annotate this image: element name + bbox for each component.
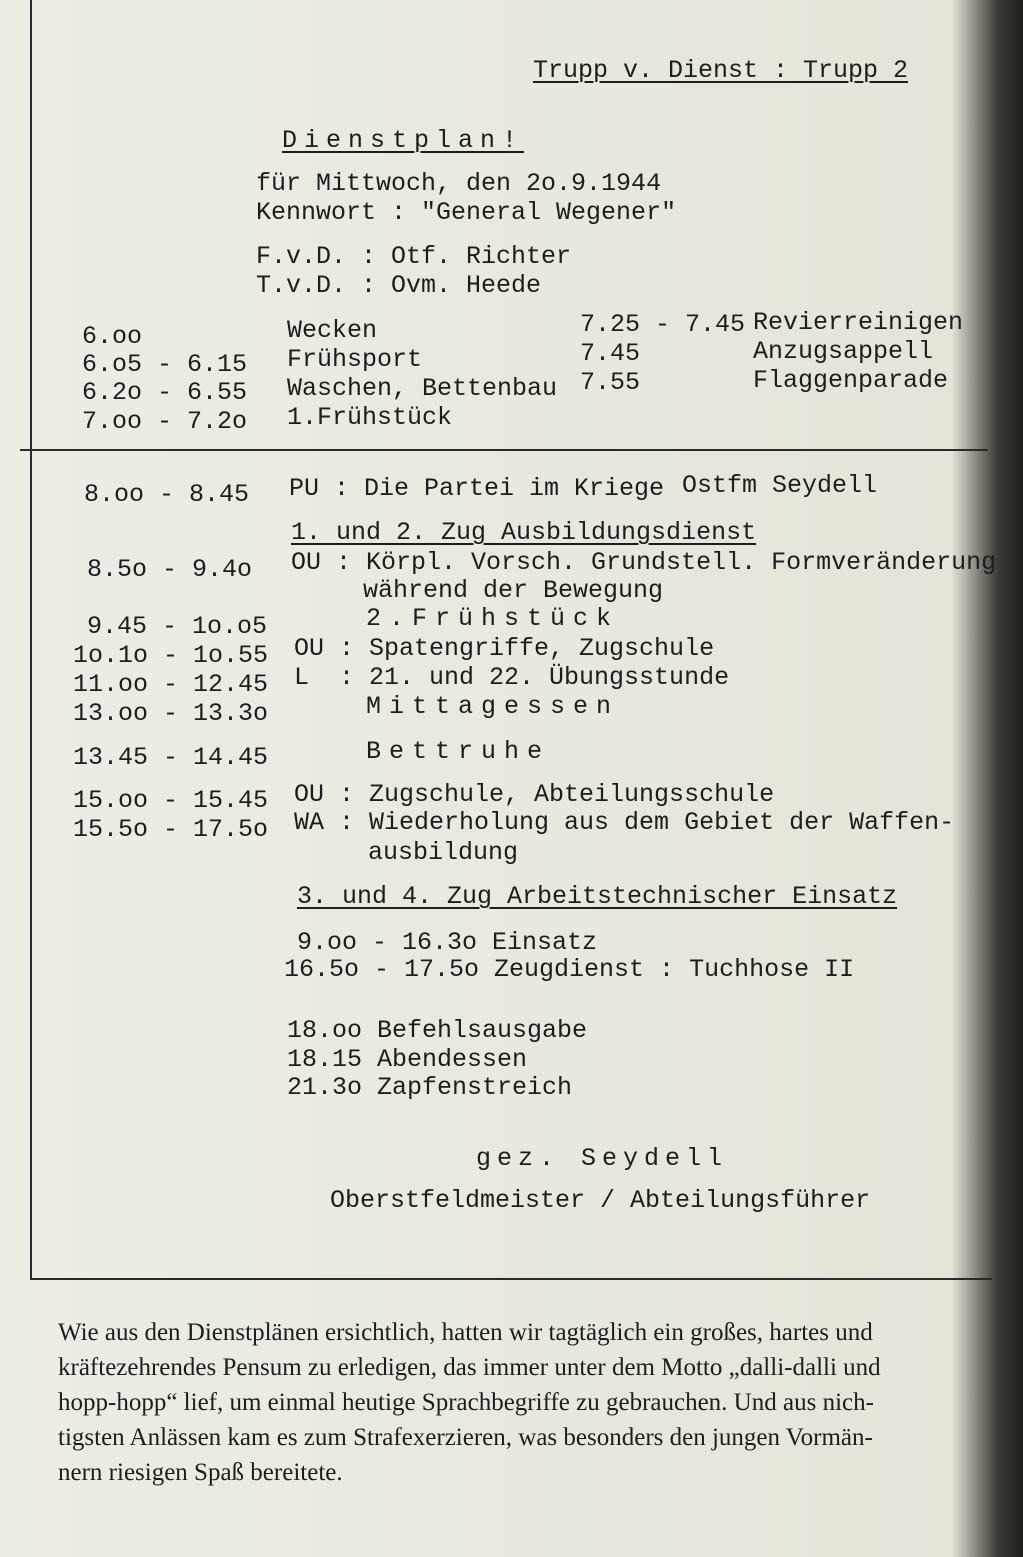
ou1-time: 8.5o - 9.4o — [87, 555, 253, 584]
group-1-heading: 1. und 2. Zug Ausbildungsdienst — [291, 518, 757, 547]
ou1-continued: während der Bewegung — [363, 576, 664, 605]
morning-activity-4: 1.Frühstück — [287, 403, 453, 432]
morning-right-time-1: 7.25 - 7.45 — [580, 310, 746, 339]
second-breakfast: 2.Frühstück — [366, 604, 620, 633]
wa-continued: ausbildung — [368, 838, 519, 867]
lunch-time: 13.oo - 13.3o — [73, 699, 269, 728]
ou1-activity: OU : Körpl. Vorsch. Grundstell. Formveränderung — [291, 548, 997, 577]
morning-right-activity-2: Anzugsappell — [753, 337, 934, 366]
ou3-time: 15.oo - 15.45 — [73, 786, 269, 815]
morning-activity-3: Waschen, Bettenbau — [287, 374, 558, 403]
wa-time: 15.5o - 17.5o — [73, 815, 269, 844]
morning-time-3: 6.2o - 6.55 — [82, 378, 248, 407]
morning-activity-1: Wecken — [287, 316, 378, 345]
l-time: 11.oo - 12.45 — [73, 670, 269, 699]
lunch: Mittagessen — [366, 692, 620, 721]
morning-right-time-3: 7.55 — [580, 368, 641, 397]
abendessen-line: 18.15 Abendessen — [287, 1045, 528, 1074]
ou2-activity: OU : Spatengriffe, Zugschule — [294, 634, 715, 663]
rest-time: 13.45 - 14.45 — [73, 743, 269, 772]
ou3-activity: OU : Zugschule, Abteilungsschule — [294, 780, 775, 809]
plan-title: Dienstplan! — [282, 126, 525, 155]
morning-time-1: 6.oo — [82, 322, 143, 351]
commentary-line: tigsten Anlässen kam es zum Strafexerzieren, was besonders den jungen Vormän- — [58, 1424, 873, 1451]
commentary-line: kräftezehrendes Pensum zu erledigen, das immer unter dem Motto „dalli-dalli und — [58, 1354, 881, 1381]
rest: Bettruhe — [366, 737, 551, 766]
einsatz-line: 9.oo - 16.3o Einsatz — [297, 928, 598, 957]
befehlsausgabe-line: 18.oo Befehlsausgabe — [287, 1016, 588, 1045]
pu-time: 8.oo - 8.45 — [84, 480, 250, 509]
duty-troop-header: Trupp v. Dienst : Trupp 2 — [533, 56, 909, 85]
morning-activity-2: Frühsport — [287, 345, 423, 374]
wa-activity: WA : Wiederholung aus dem Gebiet der Waffen- — [294, 808, 955, 837]
signature: gez. Seydell — [476, 1144, 729, 1173]
morning-right-activity-3: Flaggenparade — [753, 366, 949, 395]
tvd-line: T.v.D. : Ovm. Heede — [256, 271, 542, 300]
group-2-heading: 3. und 4. Zug Arbeitstechnischer Einsatz — [297, 882, 898, 911]
section-divider — [20, 449, 988, 451]
commentary-paragraph — [58, 1315, 1018, 1490]
pu-lecturer: Ostfm Seydell — [682, 471, 878, 500]
signature-role: Oberstfeldmeister / Abteilungsführer — [330, 1186, 871, 1215]
plan-date: für Mittwoch, den 2o.9.1944 — [256, 169, 662, 198]
morning-right-time-2: 7.45 — [580, 339, 641, 368]
commentary-line: Wie aus den Dienstplänen ersichtlich, hatten wir tagtäglich ein großes, hartes und — [58, 1319, 873, 1346]
fvd-line: F.v.D. : Otf. Richter — [256, 242, 572, 271]
commentary-line: nern riesigen Spaß bereitete. — [58, 1459, 343, 1486]
ou2-time: 1o.1o - 1o.55 — [73, 641, 269, 670]
morning-time-2: 6.o5 - 6.15 — [82, 350, 248, 379]
pu-activity: PU : Die Partei im Kriege — [289, 474, 665, 503]
zapfenstreich-line: 21.3o Zapfenstreich — [287, 1073, 573, 1102]
l-activity: L : 21. und 22. Übungsstunde — [294, 663, 730, 692]
morning-time-4: 7.oo - 7.2o — [82, 407, 248, 436]
zeugdienst-line: 16.5o - 17.5o Zeugdienst : Tuchhose II — [284, 955, 855, 984]
plan-password: Kennwort : "General Wegener" — [256, 198, 677, 227]
commentary-line: hopp-hopp“ lief, um einmal heutige Sprachbegriffe zu gebrauchen. Und aus nich- — [58, 1389, 874, 1416]
morning-right-activity-1: Revierreinigen — [753, 308, 964, 337]
second-breakfast-time: 9.45 - 1o.o5 — [87, 612, 268, 641]
